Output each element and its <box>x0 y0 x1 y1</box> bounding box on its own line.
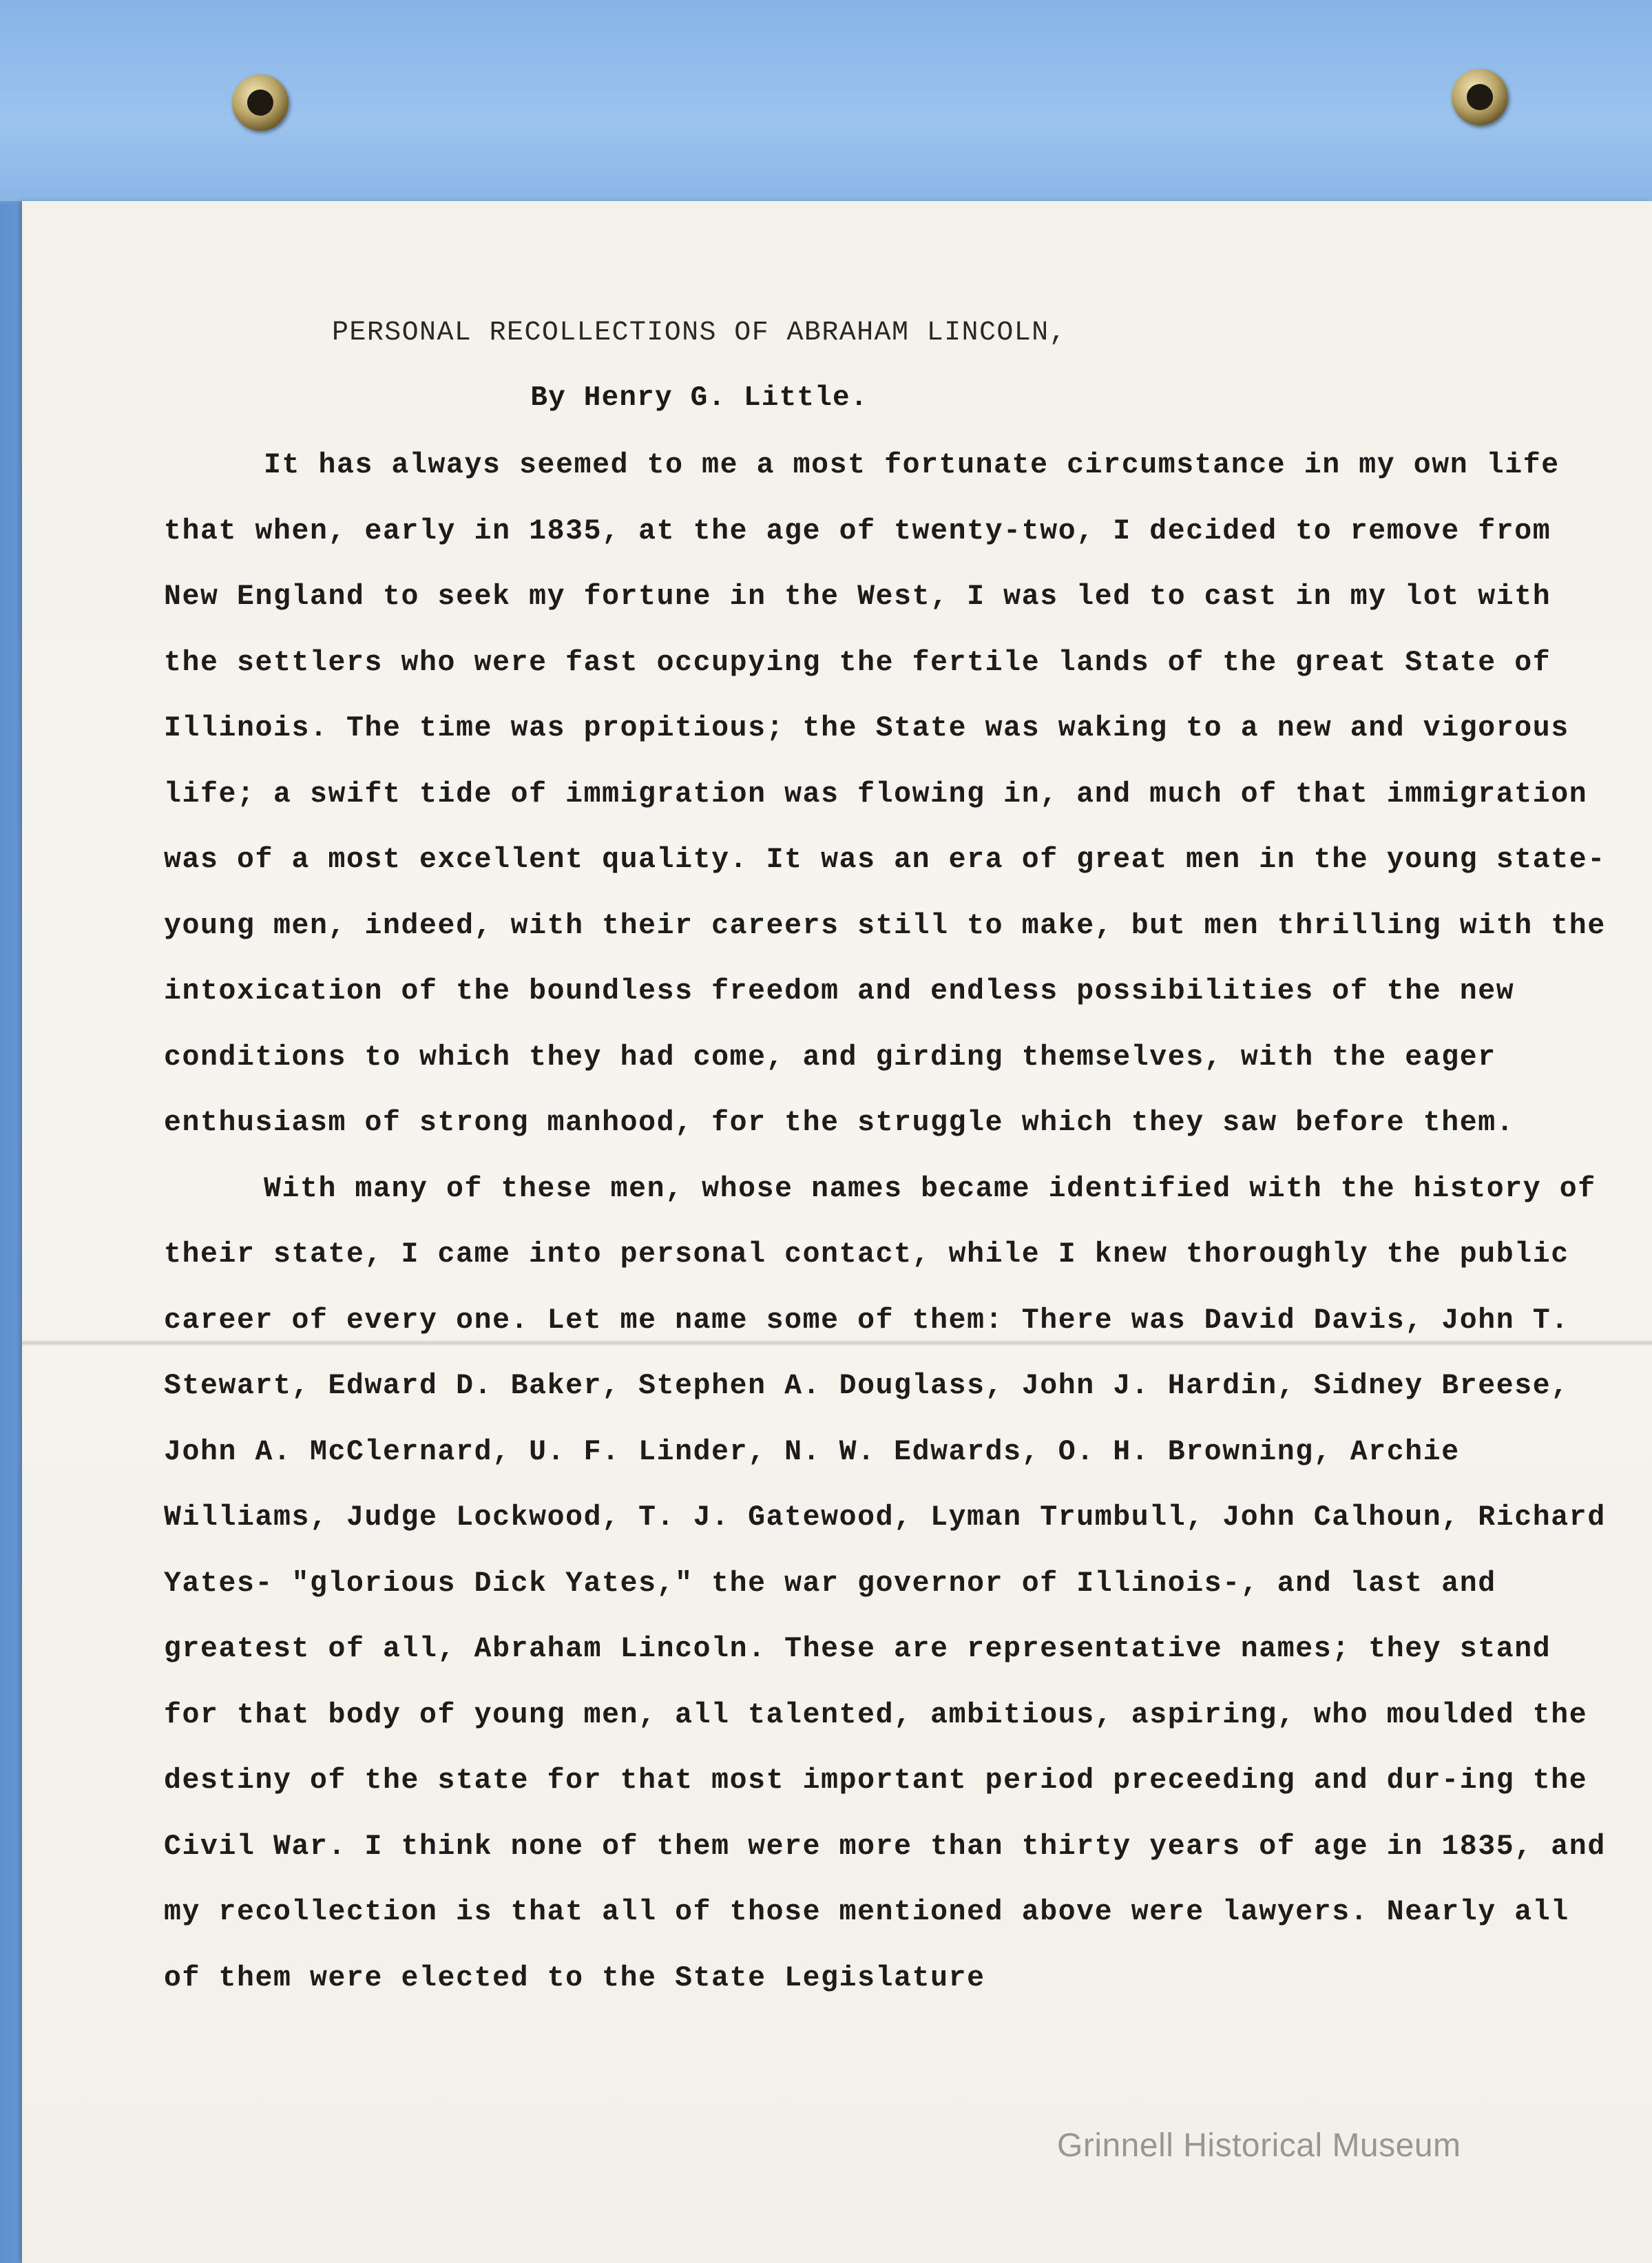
left-grommet-icon <box>232 74 289 131</box>
paragraph-2: With many of these men, whose names became identified with the history of their state, I came into personal contact, while I knew thoroughly the public career of every one. Let me name some of them: There was David Davis, John T. Stewart, Edward D. Baker, Stephen A. Douglass, John J. Hardin, Sidney Breese, John A. McClernard, U. F. Linder, N. W. Edwards, O. H. Browning, Archie Williams, Judge Lockwood, T. J. Gatewood, Lyman Trumbull, John Calhoun, Richard Yates- "glorious Dick Yates," the war governor of Illinois-, and last and greatest of all, Abraham Lincoln. These are representative names; they stand for that body of young men, all talented, ambitious, aspiring, who moulded the destiny of the state for that most important period preceeding and dur-ing the Civil War. I think none of them were more than thirty years of age in 1835, and my recollection is that all of those mentioned above were lawyers. Nearly all of them were elected to the State Legislature <box>164 1172 1606 1994</box>
document-body <box>164 303 1617 2011</box>
document-byline: By Henry G. Little. <box>530 382 868 414</box>
paragraph-1: It has always seemed to me a most fortunate circumstance in my own life that when, early in 1835, at the age of twenty-two, I decided to remove from New England to seek my fortune in the West, I was led to cast in my lot with the settlers who were fast occupying the fertile lands of the great State of Illinois. The time was propitious; the State was waking to a new and vigorous life; a swift tide of immigration was flowing in, and much of that immigration was of a most excellent quality. It was an era of great men in the young state- young men, indeed, with their careers still to make, but men thrilling with the intoxication of the boundless freedom and endless possibilities of the new conditions to which they had come, and girding themselves, with the eager enthusiasm of strong manhood, for the struggle which they saw before them. <box>164 449 1606 1139</box>
document-title: PERSONAL RECOLLECTIONS OF ABRAHAM LINCOLN, <box>332 317 1067 348</box>
right-grommet-icon <box>1452 69 1508 125</box>
museum-watermark: Grinnell Historical Museum <box>1057 2127 1461 2164</box>
